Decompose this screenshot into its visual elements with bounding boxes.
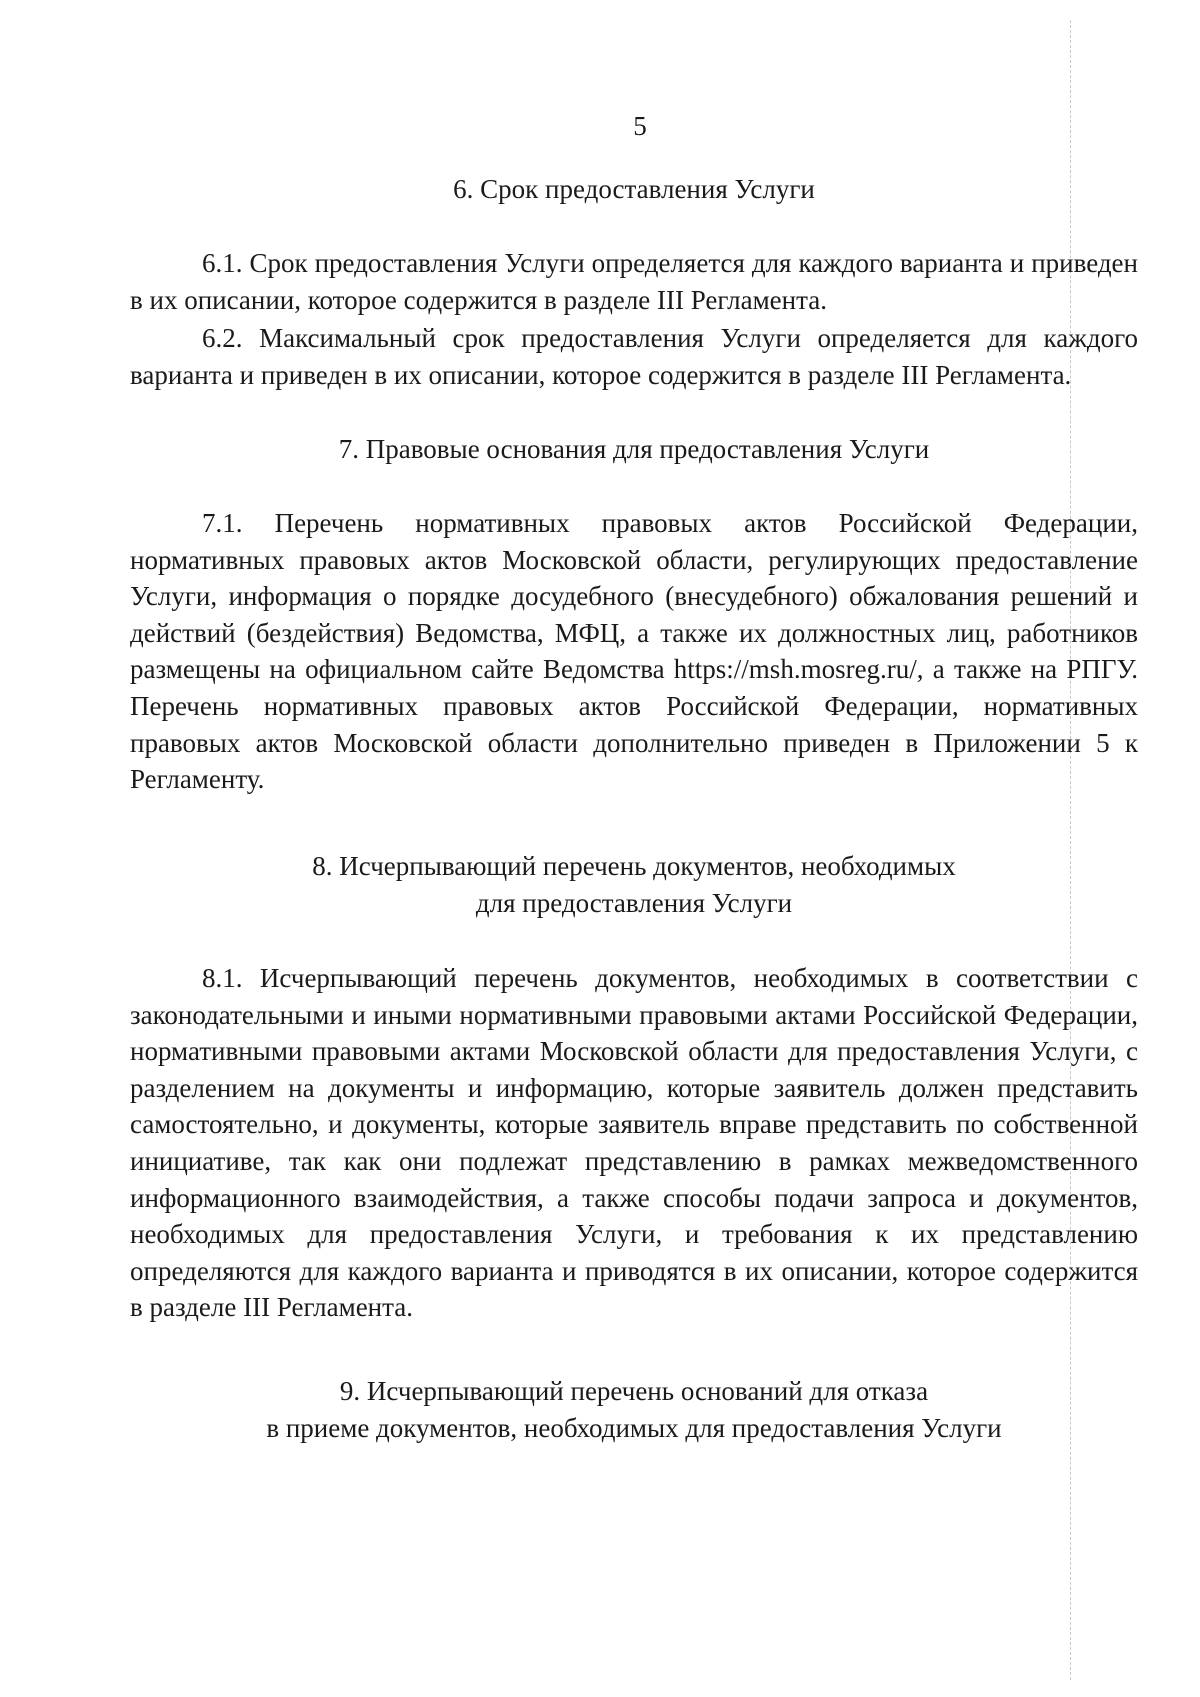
section-6-heading: 6. Срок предоставления Услуги bbox=[453, 174, 815, 204]
section-8-heading bbox=[130, 848, 1138, 922]
paragraph-8-1-text: 8.1. Исчерпывающий перечень документов, необходимых в соответствии с законодательными и иными нормативными правовыми актами Российской Федерации, нормативными правовыми актами Московской области для предоставления Услуги, с разделением на документы и информацию, которые заявитель должен представить самостоятельно, и документы, которые заявитель вправе представить по собственной инициативе, так как они подлежат представлению в рамках межведомственного информационного взаимодействия, а также способы подачи запроса и документов, необходимых для предоставления Услуги, и требования к их представлению определяются для каждого варианта и приводятся в их описании, которое содержится в разделе III Регламента. bbox=[130, 963, 1138, 1323]
paragraph-6-1 bbox=[130, 245, 1138, 318]
section-8-heading-line1: 8. Исчерпывающий перечень документов, необходимых bbox=[312, 851, 956, 881]
section-9-heading-line1: 9. Исчерпывающий перечень оснований для отказа bbox=[339, 1376, 929, 1406]
page-number: 5 bbox=[633, 111, 647, 141]
section-9-heading-line2: в приеме документов, необходимых для предоставления Услуги bbox=[266, 1413, 1002, 1443]
paragraph-7-1-text: 7.1. Перечень нормативных правовых актов Российской Федерации, нормативных правовых актов Московской области, регулирующих предоставление Услуги, информация о порядке досудебного (внесудебного) обжалования решений и действий (бездействия) Ведомства, МФЦ, а также их должностных лиц, работников размещены на официальном сайте Ведомства https://msh.mosreg.ru/, а также на РПГУ. Перечень нормативных правовых актов Российской Федерации, нормативных правовых актов Московской области дополнительно приведен в Приложении 5 к Регламенту. bbox=[130, 508, 1138, 795]
section-8-heading-line2: для предоставления Услуги bbox=[475, 888, 793, 918]
paragraph-6-1-text: 6.1. Срок предоставления Услуги определяется для каждого варианта и приведен в их описании, которое содержится в разделе III Регламента. bbox=[130, 248, 1138, 315]
paragraph-6-2 bbox=[130, 320, 1138, 393]
paragraph-7-1 bbox=[130, 505, 1138, 798]
section-7-heading: 7. Правовые основания для предоставления Услуги bbox=[338, 434, 930, 464]
paragraph-6-2-text: 6.2. Максимальный срок предоставления Услуги определяется для каждого варианта и приведен в их описании, которое содержится в разделе III Регламента. bbox=[130, 323, 1138, 390]
section-9-heading bbox=[130, 1373, 1138, 1447]
paragraph-8-1 bbox=[130, 960, 1138, 1326]
